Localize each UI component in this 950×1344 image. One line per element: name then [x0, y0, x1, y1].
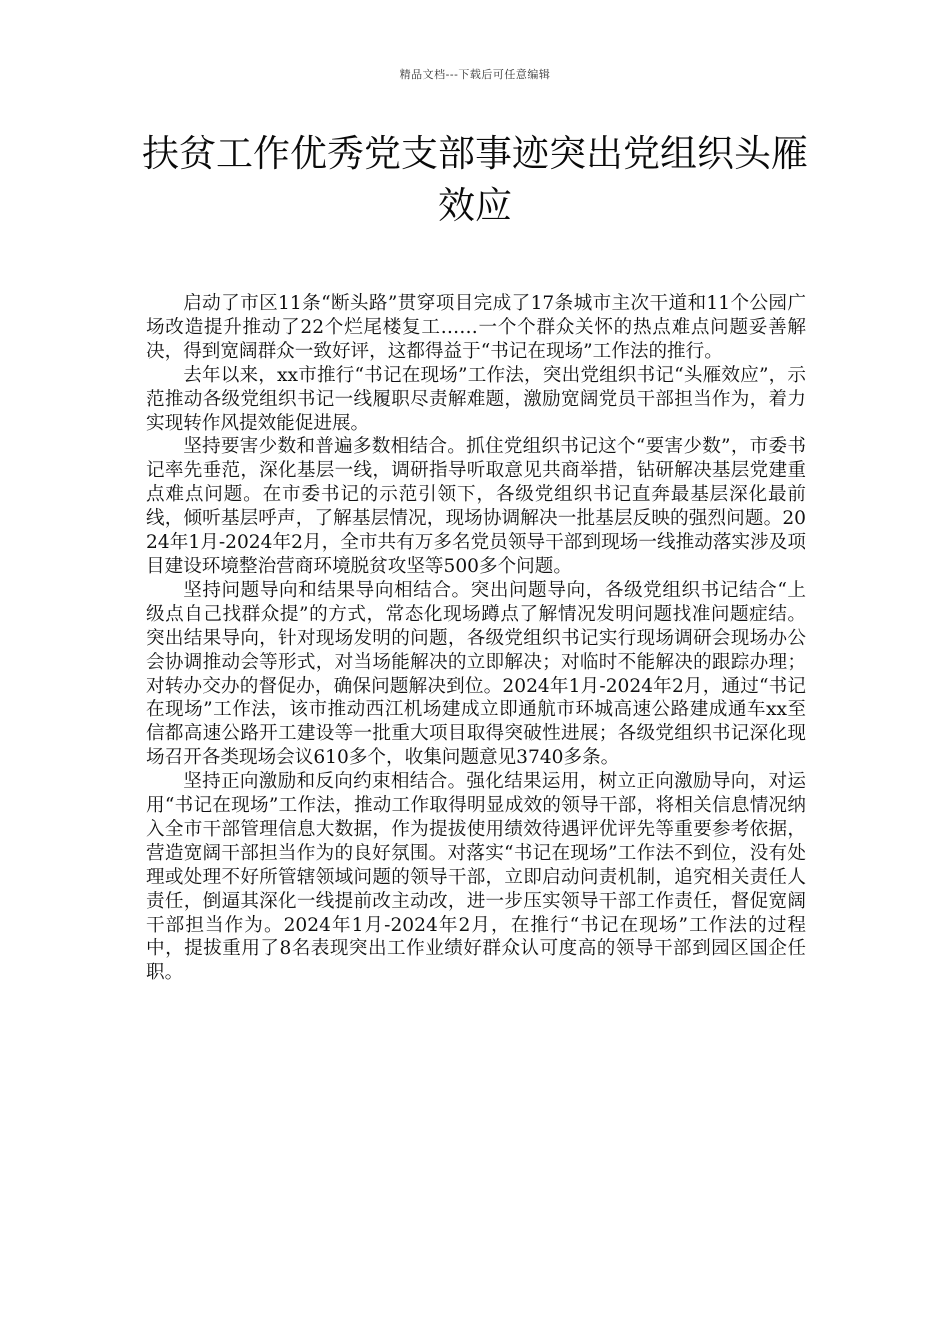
paragraph-overview: 去年以来，xx市推行“书记在现场”工作法，突出党组织书记“头雁效应”，示范推动各级党组织书记一线履职尽责解难题，激励宽阔党员干部担当作为，着力实现转作风提效能促进展。	[146, 364, 806, 434]
paragraph-problem-oriented: 坚持问题导向和结果导向相结合。突出问题导向，各级党组织书记结合“上级点自己找群众提”的方式，常态化现场蹲点了解情况发明问题找准问题症结。突出结果导向，针对现场发明的问题，各级党组织书记实行现场调研会现场办公会协调推动会等形式，对当场能解决的立即解决；对临时不能解决的跟踪办理；对转办交办的督促办，确保问题解决到位。2024年1月-2024年2月，通过“书记在现场”工作法，该市推动西江机场建成立即通航市环城高速公路建成通车xx至信都高速公路开工建设等一批重大项目取得突破性进展；各级党组织书记深化现场召开各类现场会议610多个，收集问题意见3740多条。	[146, 579, 806, 769]
header-note: 精品文档---下载后可任意编辑	[399, 68, 551, 81]
document-body	[146, 292, 806, 985]
paragraph-intro: 启动了市区11条“断头路”贯穿项目完成了17条城市主次干道和11个公园广场改造提升推动了22个烂尾楼复工……一个个群众关怀的热点难点问题妥善解决，得到宽阔群众一致好评，这都得益于“书记在现场”工作法的推行。	[146, 293, 806, 362]
paragraph-incentive: 坚持正向激励和反向约束相结合。强化结果运用，树立正向激励导向，对运用“书记在现场”工作法，推动工作取得明显成效的领导干部，将相关信息情况纳入全市干部管理信息大数据，作为提拔使用绩效待遇评优评先等重要参考依据，营造宽阔干部担当作为的良好氛围。对落实“书记在现场”工作法不到位，没有处理或处理不好所管辖领域问题的领导干部，立即启动问责机制，追究相关责任人责任，倒逼其深化一线提前改主动改，进一步压实领导干部工作责任，督促宽阔干部担当作为。2024年1月-2024年2月，在推行“书记在现场”工作法的过程中，提拔重用了8名表现突出工作业绩好群众认可度高的领导干部到园区国企任职。	[146, 771, 806, 984]
document-title: 扶贫工作优秀党支部事迹突出党组织头雁效应	[142, 132, 808, 227]
paragraph-key-few: 坚持要害少数和普遍多数相结合。抓住党组织书记这个“要害少数”，市委书记率先垂范，深化基层一线，调研指导听取意见共商举措，钻研解决基层党建重点难点问题。在市委书记的示范引领下，各级党组织书记直奔最基层深化最前线，倾听基层呼声，了解基层情况，现场协调解决一批基层反映的强烈问题。2024年1月-2024年2月，全市共有万多名党员领导干部到现场一线推动落实涉及项目建设环境整治营商环境脱贫攻坚等500多个问题。	[146, 436, 806, 577]
